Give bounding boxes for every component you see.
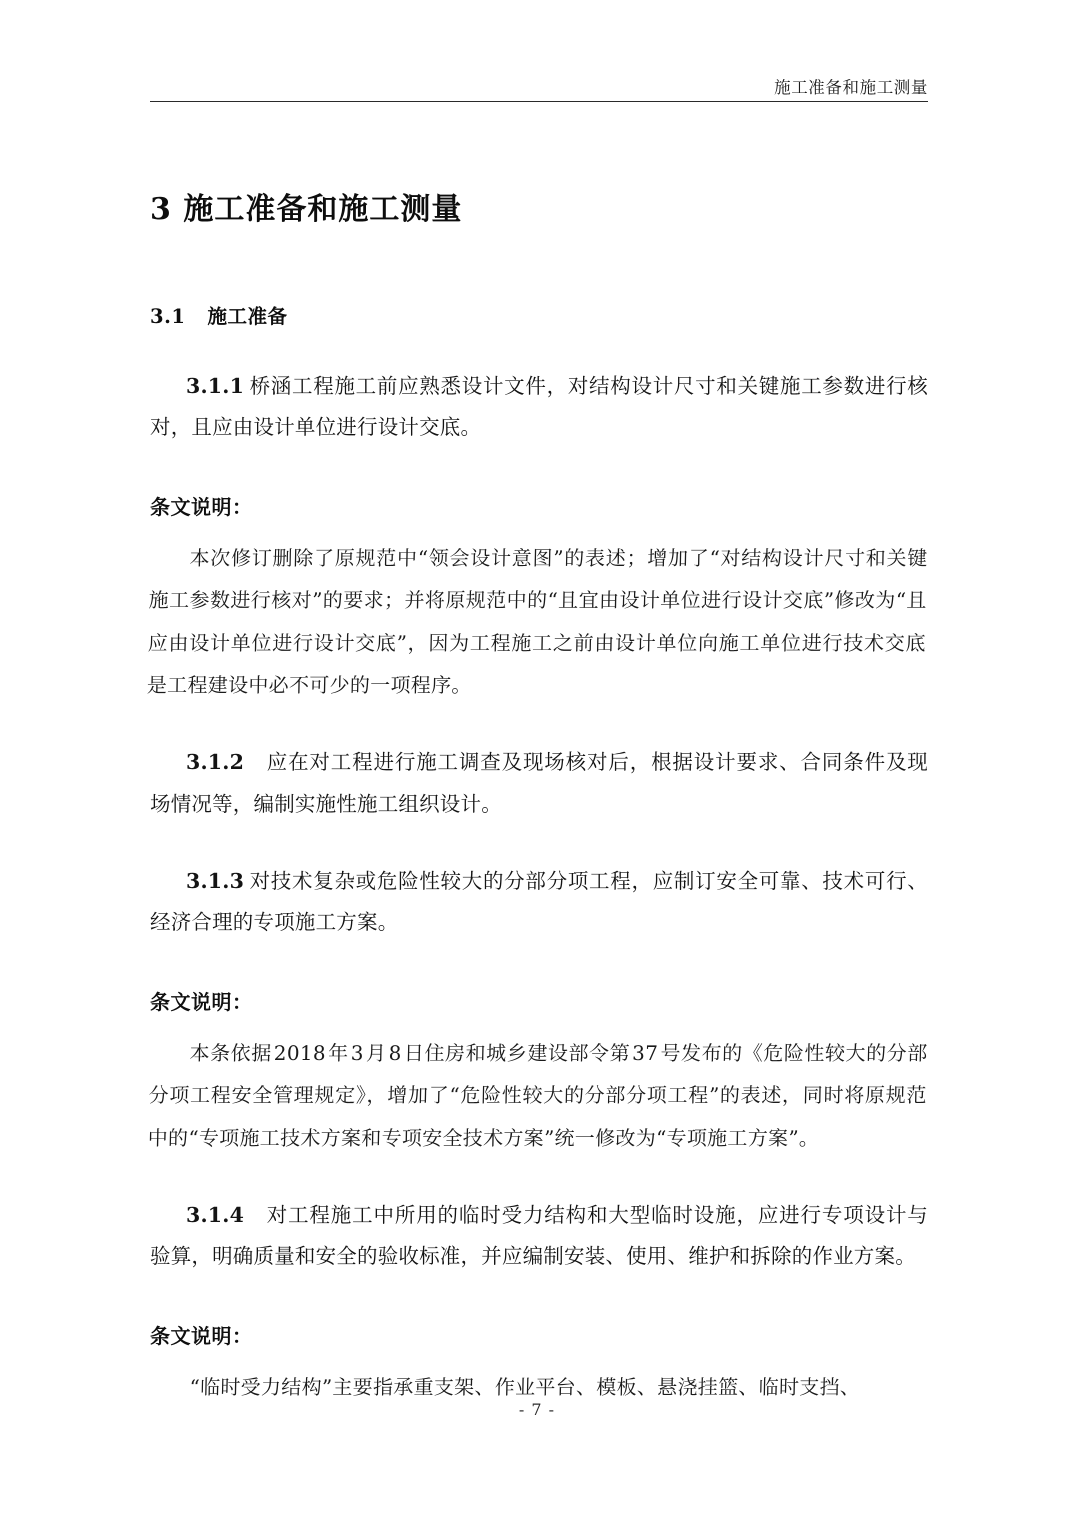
clause-number: 3.1.1 [186, 373, 245, 398]
clause-3-1-1 [150, 366, 928, 449]
section-heading [150, 303, 928, 330]
clause-text: 应在对工程进行施工调查及现场核对后，根据设计要求、合同条件及现场情况等，编制实施性施工组织设计。 [150, 750, 928, 816]
explanation-day: 8 [388, 1040, 402, 1065]
explanation-label-1: 条文说明： [150, 494, 253, 519]
explanation-part-3: 月 [365, 1040, 387, 1065]
clause-text: 桥涵工程施工前应熟悉设计文件，对结构设计尺寸和关键施工参数进行核对，且应由设计单位进行设计交底。 [150, 373, 928, 440]
explanation-text-2 [147, 1032, 928, 1159]
explanation-part-2: 年 [327, 1040, 350, 1065]
page-title: 3 施工准备和施工测量 [150, 192, 463, 227]
explanation-order-number: 37 [631, 1040, 659, 1065]
clause-number: 3.1.4 [186, 1202, 245, 1227]
explanation-part-1: 本条依据 [189, 1040, 273, 1065]
explanation-month: 3 [350, 1040, 365, 1065]
document-content [146, 170, 928, 1408]
clause-text: 对技术复杂或危险性较大的分部分项工程，应制订安全可靠、技术可行、经济合理的专项施工方案。 [150, 868, 928, 935]
explanation-year: 2018 [273, 1040, 327, 1065]
header-rule [150, 101, 928, 102]
explanation-label-3: 条文说明： [150, 1323, 253, 1348]
running-header: 施工准备和施工测量 [774, 78, 928, 97]
explanation-label-2: 条文说明： [150, 989, 253, 1014]
clause-3-1-4 [150, 1195, 928, 1278]
explanation-text-3: “临时受力结构”主要指承重支架、作业平台、模板、悬浇挂篮、临时支挡、 [189, 1374, 861, 1399]
clause-number: 3.1.3 [186, 868, 245, 893]
clause-3-1-2 [150, 742, 928, 825]
clause-3-1-3 [150, 861, 928, 944]
section-number: 3.1 [150, 304, 186, 328]
page-number-footer: - 7 - [518, 1400, 556, 1419]
explanation-text-1: 本次修订删除了原规范中“领会设计意图”的表述；增加了“对结构设计尺寸和关键施工参数进行核对”的要求；并将原规范中的“且宜由设计单位进行设计交底”修改为“且应由设计单位进行设计交底”，因为工程施工之前由设计单位向施工单位进行技术交底是工程建设中必不可少的一项程序。 [146, 545, 928, 697]
explanation-part-5: 号发布的《危险性较大的分部分项工程安全管理规定》，增加了“危险性较大的分部分项工程”的表述，同时将原规范中的“专项施工技术方案和专项安全技术方案”统一修改为“专项施工方案”。 [147, 1040, 928, 1150]
explanation-part-4: 日住房和城乡建设部令第 [403, 1040, 631, 1065]
clause-text: 对工程施工中所用的临时受力结构和大型临时设施，应进行专项设计与验算，明确质量和安全的验收标准，并应编制安装、使用、维护和拆除的作业方案。 [150, 1202, 928, 1269]
section-title: 施工准备 [207, 304, 288, 328]
clause-number: 3.1.2 [186, 750, 245, 775]
